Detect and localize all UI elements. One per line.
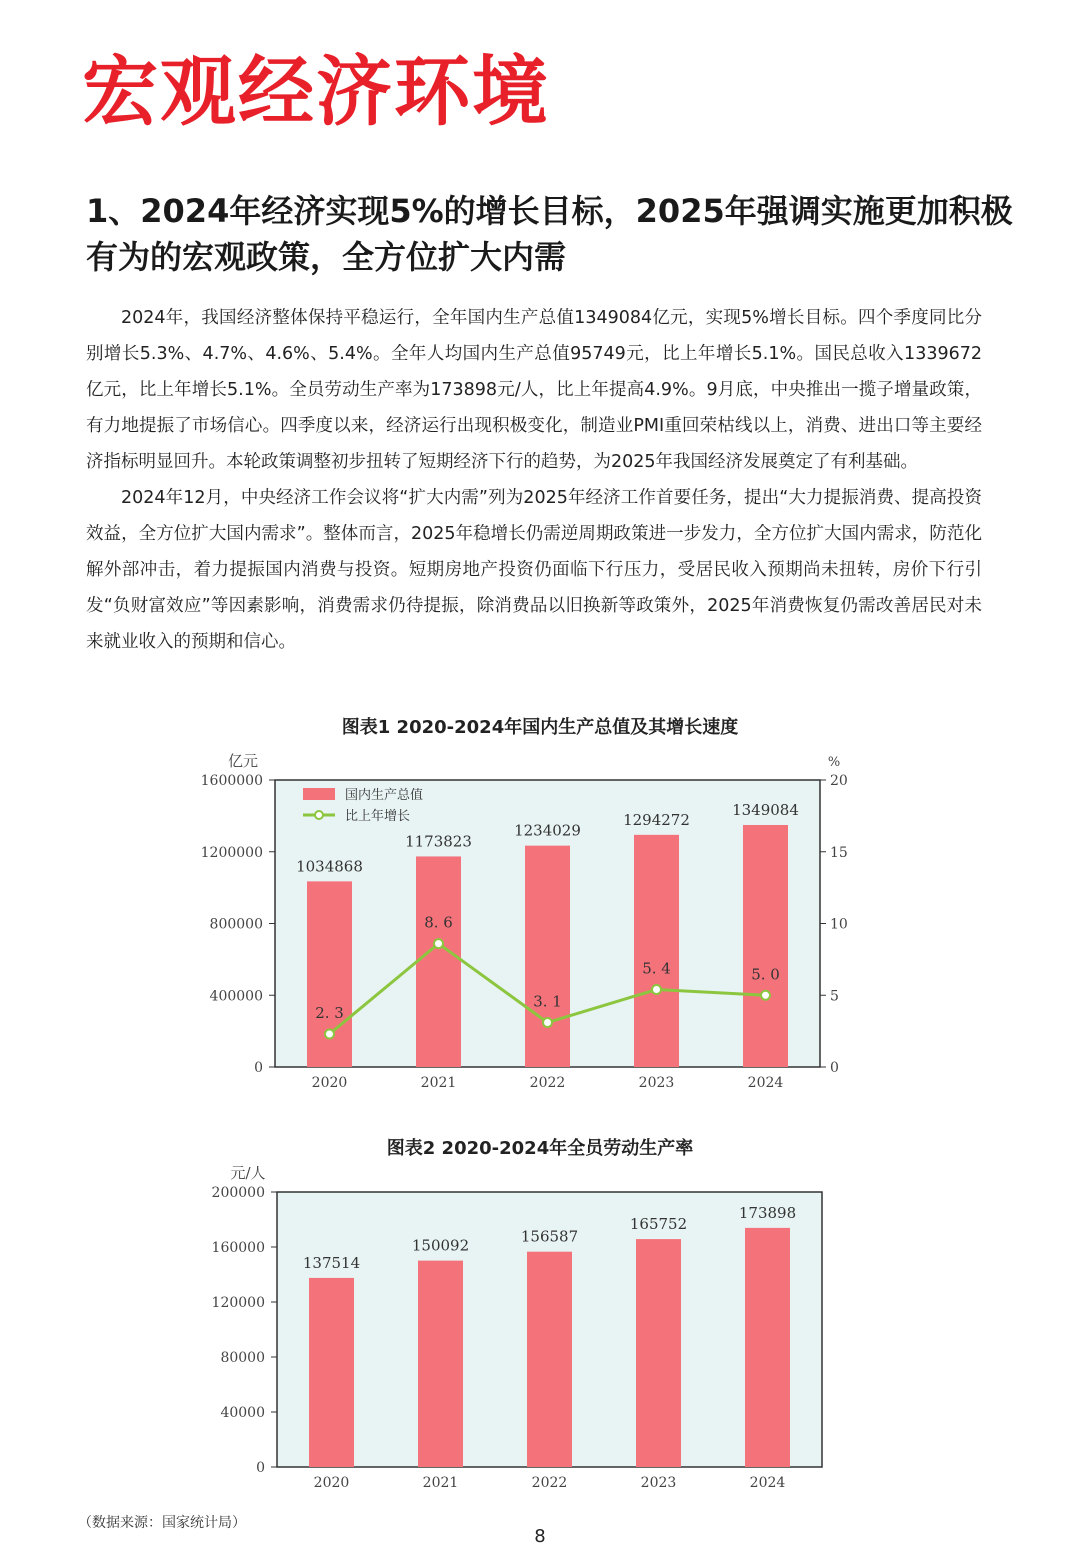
growth-value-label: 3. 1: [533, 992, 562, 1011]
bar: [309, 1278, 354, 1467]
y-tick-label: 80000: [220, 1350, 265, 1366]
bar: [527, 1252, 572, 1467]
bar-value-label: 1173823: [405, 832, 472, 851]
page-number: 8: [534, 1526, 546, 1547]
y2-tick-label: 0: [830, 1060, 839, 1076]
x-tick-label: 2024: [747, 1075, 784, 1091]
bar-value-label: 1349084: [732, 801, 799, 820]
source-note: （数据来源：国家统计局）: [78, 1515, 246, 1531]
bar: [418, 1261, 463, 1467]
y2-axis-unit: %: [827, 755, 841, 770]
bar-value-label: 156587: [520, 1227, 579, 1246]
x-tick-label: 2021: [422, 1475, 459, 1491]
x-tick-label: 2022: [529, 1075, 566, 1091]
x-tick-label: 2023: [638, 1075, 675, 1091]
y-axis-unit: 亿元: [227, 752, 259, 770]
growth-point: [652, 985, 661, 994]
y2-tick-label: 10: [830, 916, 848, 933]
x-tick-label: 2024: [749, 1475, 786, 1491]
y2-tick-label: 20: [830, 773, 848, 789]
x-tick-label: 2020: [313, 1475, 350, 1491]
bar: [416, 856, 461, 1067]
legend-label-bar: 国内生产总值: [345, 788, 424, 803]
y2-tick-label: 15: [830, 844, 848, 861]
article-body: [86, 300, 982, 660]
chart2-title: 图表2 2020-2024年全员劳动生产率: [386, 1138, 694, 1159]
bar-value-label: 1034868: [296, 857, 363, 876]
bar: [634, 835, 679, 1067]
growth-point: [325, 1029, 334, 1038]
bar: [743, 825, 788, 1067]
x-tick-label: 2022: [531, 1475, 568, 1491]
bar-value-label: 150092: [411, 1236, 470, 1255]
paragraph-2: 2024年12月，中央经济工作会议将“扩大内需”列为2025年经济工作首要任务，提出“大力提振消费、提高投资效益，全方位扩大国内需求”。整体而言，2025年稳增长仍需逆周期政策进一步发力，全方位扩大国内需求，防范化解外部冲击，着力提振国内消费与投资。短期房地产投资仍面临下行压力，受居民收入预期尚未扭转，房价下行引发“负财富效应”等因素影响，消费需求仍待提振，除消费品以旧换新等政策外，2025年消费恢复仍需改善居民对未来就业收入的预期和信心。: [86, 488, 982, 652]
bar: [745, 1228, 790, 1467]
y-tick-label: 1200000: [200, 844, 263, 861]
bar: [636, 1239, 681, 1467]
legend-swatch-bar: [303, 788, 335, 800]
x-tick-label: 2020: [311, 1075, 348, 1091]
y-tick-label: 160000: [211, 1240, 265, 1256]
paragraph-1: 2024年，我国经济整体保持平稳运行，全年国内生产总值1349084亿元，实现5%增长目标。四个季度同比分别增长5.3%、4.7%、4.6%、5.4%。全年人均国内生产总值95749元，比上年增长5.1%。国民总收入1339672亿元，比上年增长5.1%。全员劳动生产率为173898元/人，比上年提高4.9%。9月底，中央推出一揽子增量政策，有力地提振了市场信心。四季度以来，经济运行出现积极变化，制造业PMI重回荣枯线以上，消费、进出口等主要经济指标明显回升。本轮政策调整初步扭转了短期经济下行的趋势，为2025年我国经济发展奠定了有利基础。: [86, 308, 982, 472]
gdp-growth-chart: [0, 740, 1080, 1100]
bar: [525, 846, 570, 1067]
growth-value-label: 2. 3: [315, 1003, 344, 1022]
legend-swatch-point: [315, 811, 323, 819]
y2-tick-label: 5: [830, 988, 839, 1005]
labor-productivity-chart: [0, 1160, 1080, 1500]
bar-value-label: 1234029: [514, 821, 581, 840]
y-tick-label: 800000: [209, 916, 263, 933]
legend-label-line: 比上年增长: [345, 809, 411, 824]
growth-point: [543, 1018, 552, 1027]
section-heading: 1、2024年经济实现5%的增长目标，2025年强调实施更加积极有为的宏观政策，全方位扩大内需: [86, 192, 1013, 276]
y-axis-unit: 元/人: [230, 1164, 266, 1182]
y-tick-label: 200000: [211, 1185, 265, 1201]
growth-point: [434, 939, 443, 948]
y-tick-label: 1600000: [200, 773, 263, 789]
x-tick-label: 2021: [420, 1075, 457, 1091]
bar-value-label: 165752: [629, 1215, 688, 1234]
growth-value-label: 8. 6: [424, 913, 453, 932]
chart1-title: 图表1 2020-2024年国内生产总值及其增长速度: [341, 717, 739, 738]
page-title: 宏观经济环境: [82, 47, 550, 136]
y-tick-label: 0: [254, 1060, 263, 1076]
bar-value-label: 137514: [302, 1253, 361, 1272]
y-tick-label: 40000: [220, 1405, 265, 1421]
bar-value-label: 1294272: [623, 810, 690, 829]
y-tick-label: 400000: [209, 988, 263, 1005]
y-tick-label: 120000: [211, 1295, 265, 1311]
growth-value-label: 5. 4: [642, 959, 671, 978]
growth-point: [761, 991, 770, 1000]
growth-value-label: 5. 0: [751, 965, 780, 984]
y-tick-label: 0: [256, 1460, 265, 1476]
bar-value-label: 173898: [738, 1203, 797, 1222]
x-tick-label: 2023: [640, 1475, 677, 1491]
